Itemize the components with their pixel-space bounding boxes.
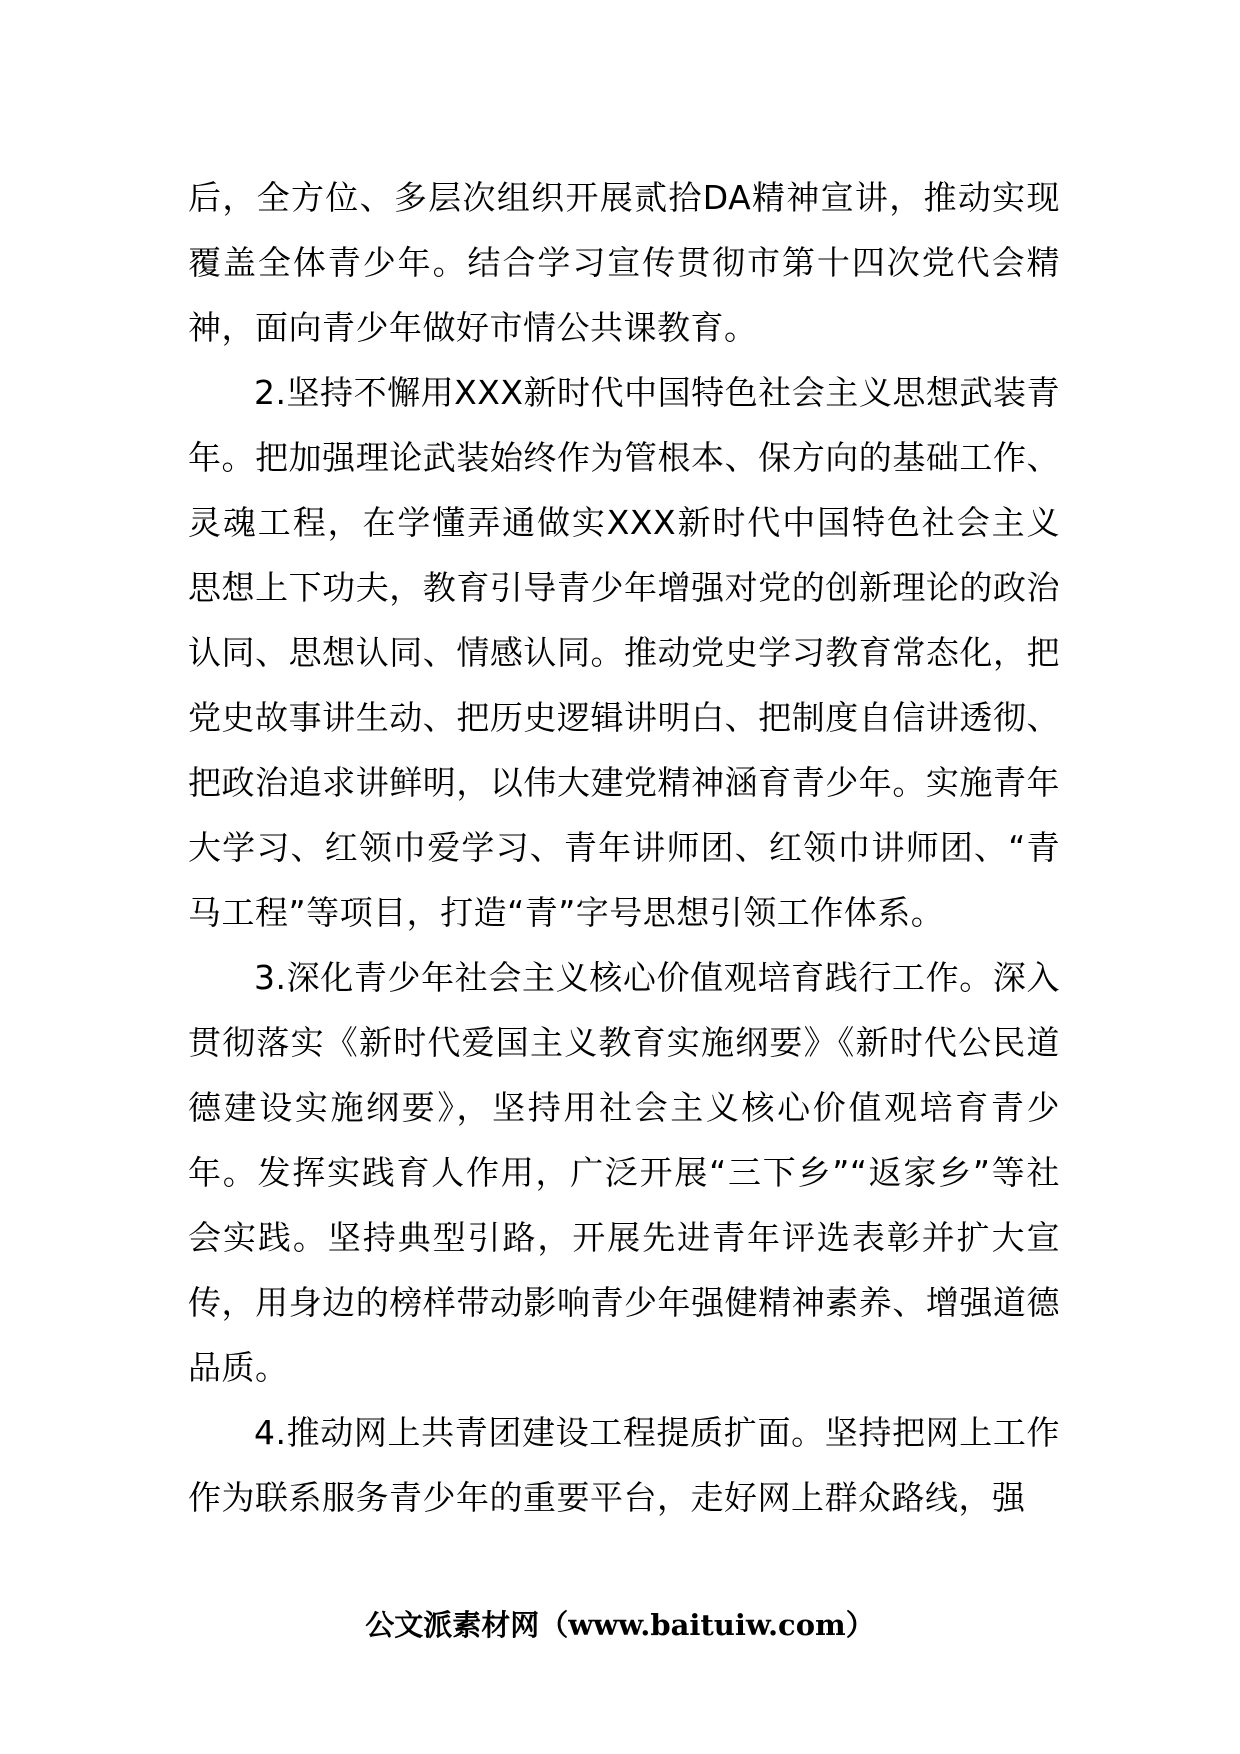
paragraph-item-2: 2.坚持不懈用XXX新时代中国特色社会主义思想武装青年。把加强理论武装始终作为管根本、保方向的基础工作、灵魂工程，在学懂弄通做实XXX新时代中国特色社会主义思想上下功夫，教育引导青少年增强对党的创新理论的政治认同、思想认同、情感认同。推动党史学习教育常态化，把党史故事讲生动、把历史逻辑讲明白、把制度自信讲透彻、把政治追求讲鲜明，以伟大建党精神涵育青少年。实施青年大学习、红领巾爱学习、青年讲师团、红领巾讲师团、“青马工程”等项目，打造“青”字号思想引领工作体系。 — [188, 373, 1060, 932]
paragraph-item-4: 4.推动网上共青团建设工程提质扩面。坚持把网上工作作为联系服务青少年的重要平台，走好网上群众路线，强 — [188, 1413, 1060, 1517]
footer-watermark: 公文派素材网（www.baituiw.com） — [365, 1608, 875, 1642]
paragraph-continuation: 后，全方位、多层次组织开展贰拾DA精神宣讲，推动实现覆盖全体青少年。结合学习宣传贯彻市第十四次党代会精神，面向青少年做好市情公共课教育。 — [188, 178, 1060, 347]
document-body — [188, 165, 1060, 1530]
paragraph-item-3: 3.深化青少年社会主义核心价值观培育践行工作。深入贯彻落实《新时代爱国主义教育实施纲要》《新时代公民道德建设实施纲要》，坚持用社会主义核心价值观培育青少年。发挥实践育人作用，广泛开展“三下乡”“返家乡”等社会实践。坚持典型引路，开展先进青年评选表彰并扩大宣传，用身边的榜样带动影响青少年强健精神素养、增强道德品质。 — [188, 958, 1060, 1387]
